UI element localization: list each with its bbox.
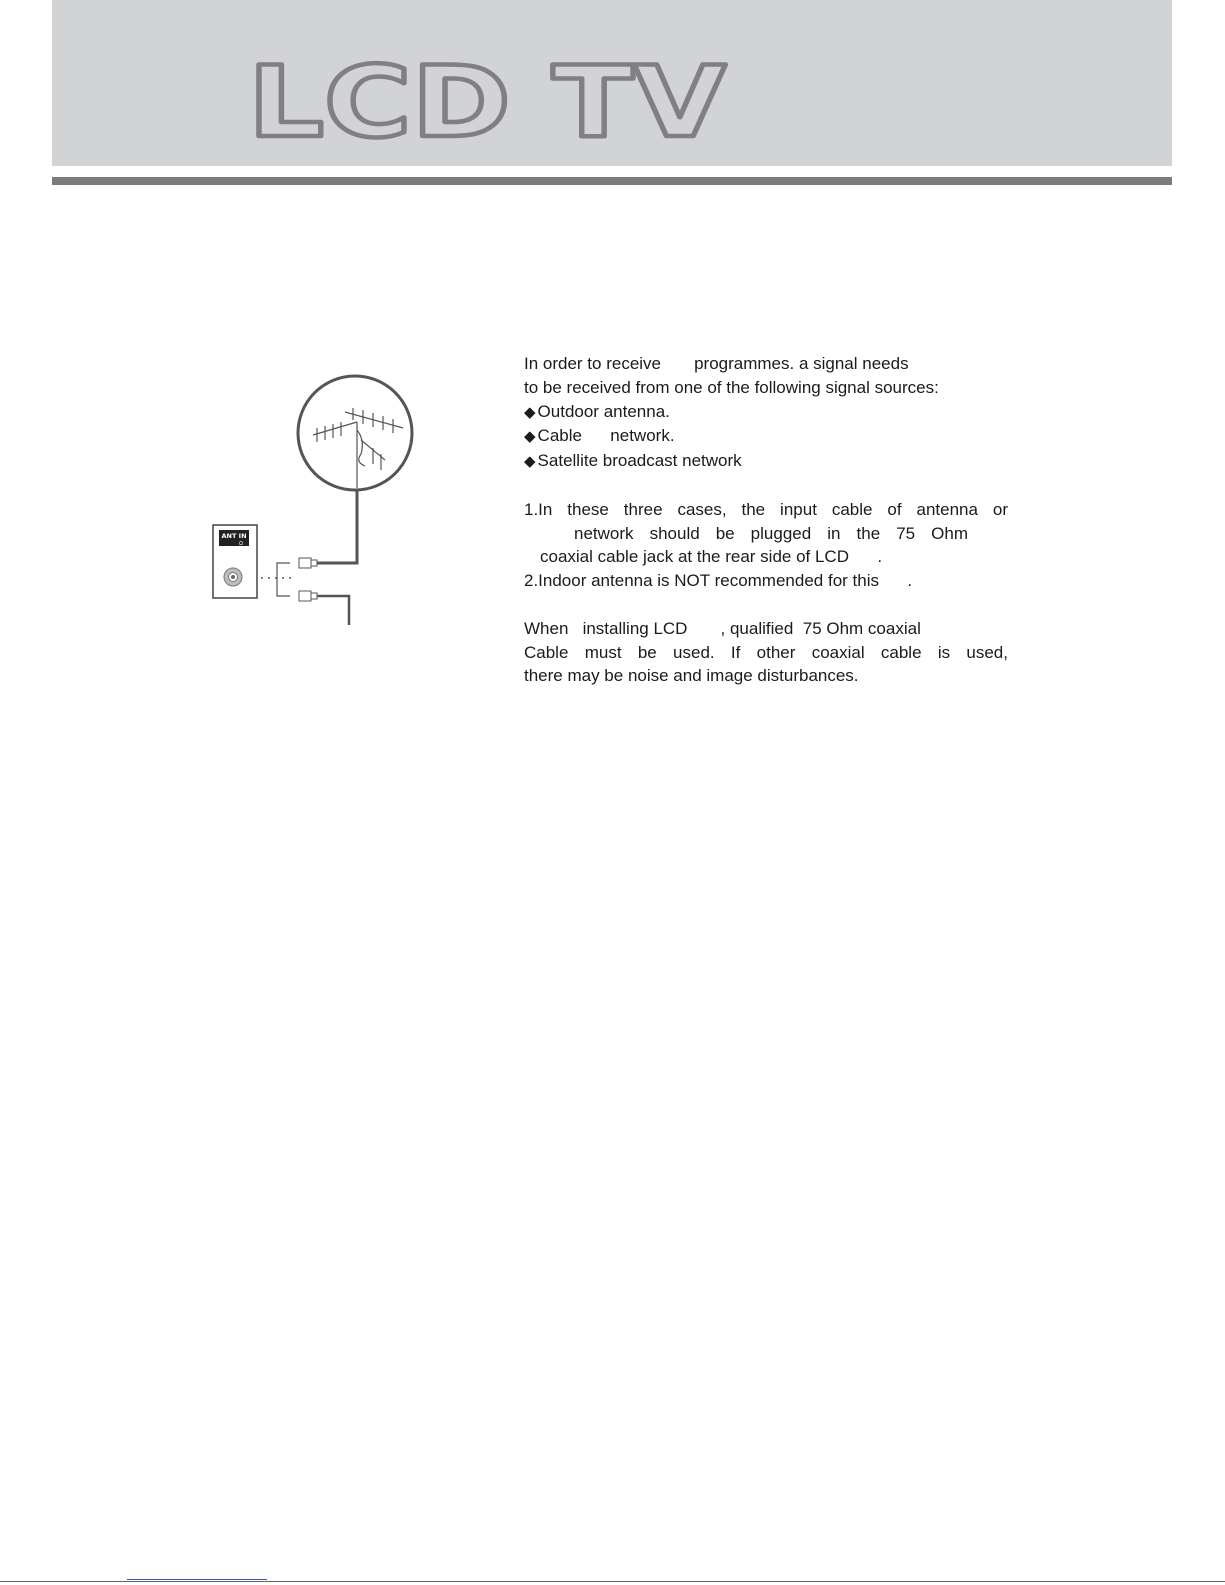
- coax-connector-lower: [299, 591, 317, 601]
- diamond-bullet-icon: ◆: [524, 403, 536, 421]
- note-1: network should be plugged in the 75 Ohm: [574, 523, 968, 543]
- ant-in-sublabel: Ω: [239, 541, 243, 547]
- warning-text: there may be noise and image disturbances.: [524, 666, 859, 686]
- note-1: 1.In these three cases, the input cable of antenna or: [524, 499, 1008, 519]
- intro-line: to be received from one of the following signal sources:: [524, 377, 939, 397]
- note-2: 2.Indoor antenna is NOT recommended for this .: [524, 571, 913, 591]
- footer-link-underline: [127, 1579, 267, 1580]
- cable-network-cable: [317, 596, 349, 625]
- source-item: ◆ Outdoor antenna.: [524, 401, 670, 421]
- ant-in-label: ANT IN: [221, 532, 247, 540]
- antenna-magnifier-circle: [298, 376, 412, 490]
- page-title: [248, 48, 768, 158]
- coax-connector-upper: [299, 558, 317, 568]
- title-graphic: [248, 48, 768, 158]
- source-item: ◆ Cable network.: [524, 426, 675, 446]
- warning-text: Cable must be used. If other coaxial cable is used,: [524, 642, 1008, 662]
- note-1: coaxial cable jack at the rear side of LCD .: [540, 547, 883, 567]
- antenna-cable: [317, 490, 357, 563]
- bottom-rule: [0, 1581, 1225, 1582]
- connection-bracket: [277, 563, 290, 596]
- diamond-bullet-icon: ◆: [524, 428, 536, 446]
- header-rule: [52, 177, 1172, 185]
- signal-instructions: [524, 352, 1008, 688]
- diamond-bullet-icon: ◆: [524, 453, 536, 471]
- header-band: [52, 0, 1172, 166]
- title-text: LCD TV: [248, 48, 727, 158]
- warning-text: When installing LCD , qualified 75 Ohm coaxial: [524, 618, 921, 638]
- source-item: ◆ Satellite broadcast network: [524, 451, 742, 471]
- intro-line: In order to receive programmes. a signal needs: [524, 354, 909, 373]
- antenna-connection-diagram: [205, 370, 435, 640]
